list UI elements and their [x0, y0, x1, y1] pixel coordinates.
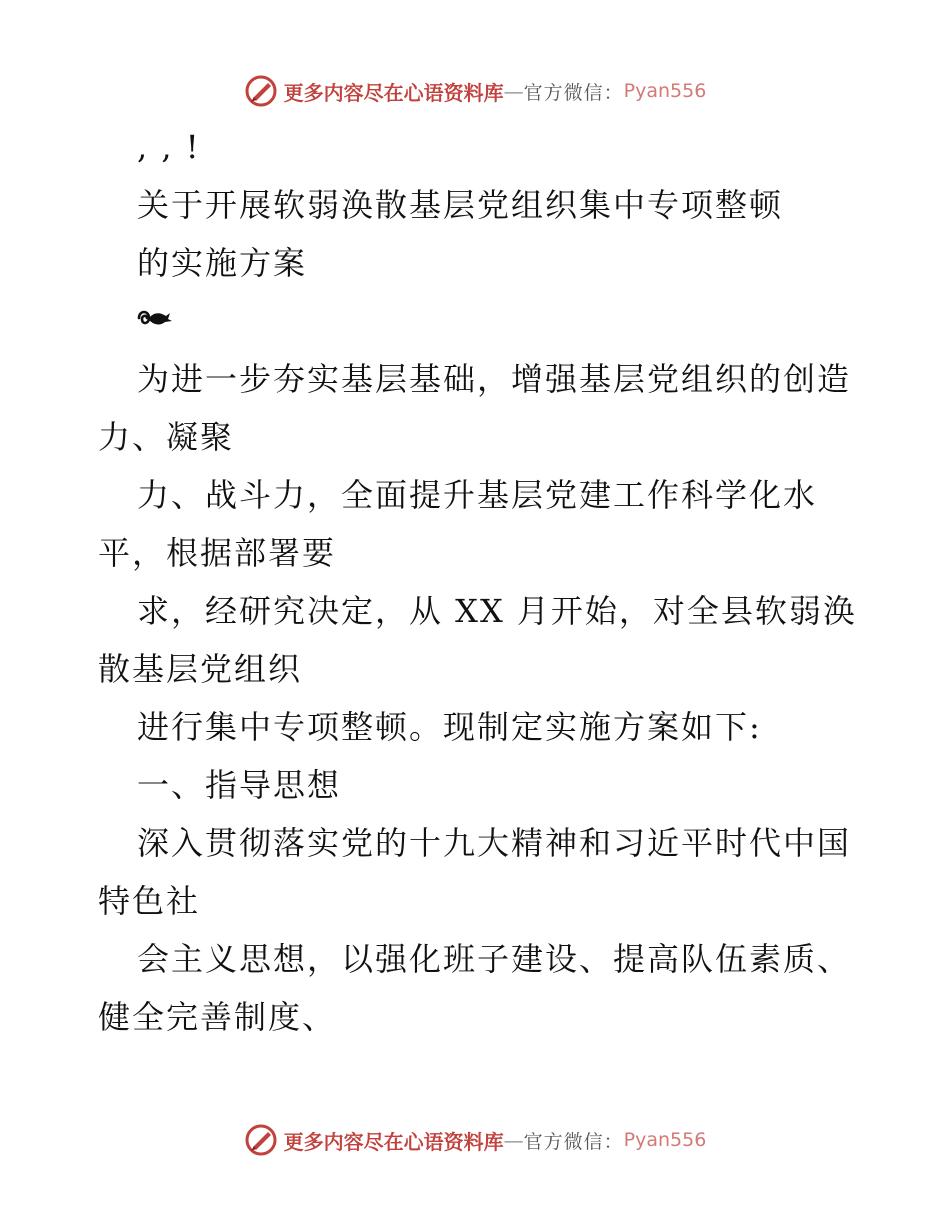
- doc-paragraph-line: 进行集中专项整顿。现制定实施方案如下:: [137, 708, 762, 746]
- flourish-icon: [136, 304, 174, 332]
- doc-paragraph-line: 平，根据部署要: [98, 534, 337, 572]
- header-banner: [0, 71, 950, 111]
- banner-wechat-id: Pyan556: [623, 80, 707, 102]
- doc-line: , , !: [137, 128, 201, 166]
- doc-paragraph-line: 求，经研究决定，从 XX 月开始，对全县软弱涣: [137, 592, 857, 630]
- pen-logo-icon: [244, 1123, 278, 1157]
- pen-logo-icon: [244, 74, 278, 108]
- banner-separator: —: [503, 1128, 524, 1152]
- doc-title-line-1: 关于开展软弱涣散基层党组织集中专项整顿: [137, 186, 784, 224]
- doc-paragraph-line: 力、凝聚: [98, 418, 235, 456]
- doc-title-line-2: 的实施方案: [137, 244, 308, 282]
- banner-label: 官方微信：: [523, 81, 624, 104]
- banner-separator: —: [503, 79, 524, 103]
- doc-paragraph-line: 深入贯彻落实党的十九大精神和习近平时代中国: [137, 824, 852, 862]
- banner-text: 更多内容尽在心语资料库: [283, 80, 504, 105]
- banner-text: 更多内容尽在心语资料库: [283, 1129, 504, 1154]
- doc-paragraph-line: 健全完善制度、: [98, 998, 337, 1036]
- doc-paragraph-line: 为进一步夯实基层基础，增强基层党组织的创造: [137, 360, 852, 398]
- doc-section-heading: 一、指导思想: [137, 766, 342, 804]
- footer-banner: [0, 1120, 950, 1160]
- doc-paragraph-line: 会主义思想，以强化班子建设、提高队伍素质、: [137, 940, 852, 978]
- doc-paragraph-line: 特色社: [98, 882, 201, 920]
- doc-paragraph-line: 散基层党组织: [98, 650, 303, 688]
- doc-paragraph-line: 力、战斗力，全面提升基层党建工作科学化水: [137, 476, 818, 514]
- banner-label: 官方微信：: [523, 1130, 624, 1153]
- banner-wechat-id: Pyan556: [623, 1129, 707, 1151]
